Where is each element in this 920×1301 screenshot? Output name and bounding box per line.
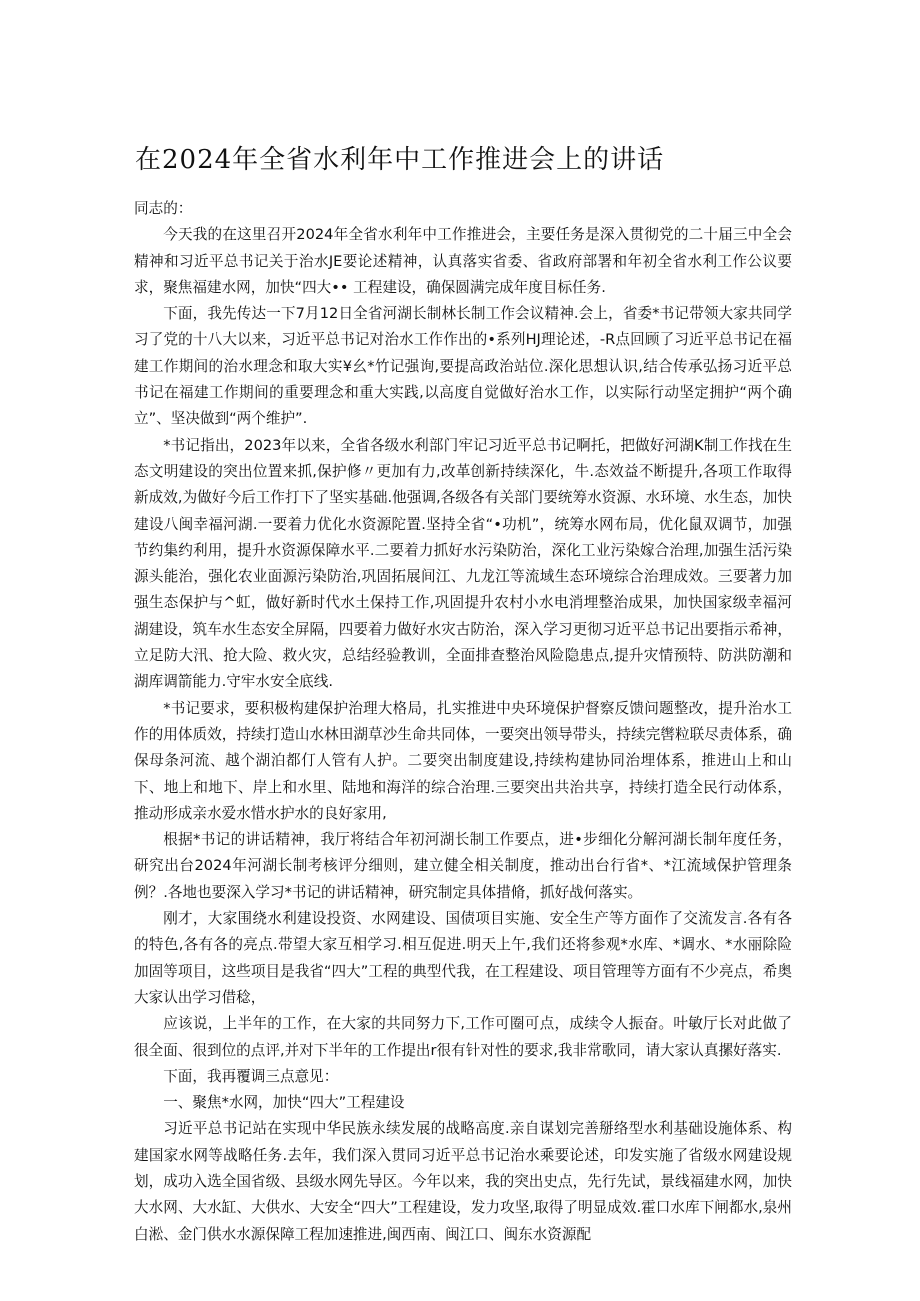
paragraph-secretary-requirements: *书记要求，要积极构建保护治理大格局，扎实推进中央环境保护督察反馈问题整改，提升治水工作的用体质效，持续打造山水林田湖草沙生命共同体，一要突出领导带头，持续完辔粒联尽责体系，确保母条河流、越个湖泊都仃人管有人护。二要突出制度建设,持续构建协同治埋体系，推进山上和山下、地上和地下、岸上和水里、陆地和海洋的综合治理.三要突出共治共享，持续打造全民行动体系，推动形成亲水爱水惜水护水的良好家用, <box>134 699 792 822</box>
salutation: 同志的： <box>134 200 193 217</box>
paragraph-implementation: 根据*书记的讲话精神，我厅将结合年初河湖长制工作要点，进•步细化分解河湖长制年度任务，研究出台2024年河湖长制考核评分细则，建立健全相关制度，推动出台行省*、*江流域保护管理条例？.各地也要深入学习*书记的讲话精神，研究制定具体措脩，抓好战何落实。 <box>134 831 792 901</box>
paragraph-first-half-review: 应该说，上半年的工作，在大家的共同努力下,工作可圈可点，成续令人振奋。叶敏厅长对此做了很全面、很到位的点评,并对下半年的工作提出r很有针对性的要求,我非常歌同，请大家认真摞好落实. <box>134 1015 792 1059</box>
section-heading-1: 一、聚焦*水网，加快“四大”工程建设 <box>163 1094 405 1112</box>
paragraph-meeting-spirit: 下面，我先传达一下7月12日全省河湖长制林长制工作会议精神.会上，省委*书记带领大家共同学习了党的十八大以来，习近平总书记对治水工作作出的•系列HJ理论述，-R点回顾了习近平总书记在福建工作期间的治水理念和取大实¥幺*竹记强询,要提高政治站位.深化思想认识,结合传承弘扬习近平总书记在福建工作期间的重要理念和重大实践,以高度自觉做好治水工作，以实际行动坚定拥护“两个确立”、坚决做到“两个维护”. <box>134 305 792 428</box>
paragraph-three-opinions: 下面，我再覆调三点意见： <box>163 1067 339 1085</box>
paragraph-water-network: 习近平总书记站在实现中华民族永续发展的战略高度.亲自谋划完善掰络型水利基础设施体系、构建国家水网等战略任务.去年，我们深入贯同习近平总书记治水乘要论述，印发实施了省级水网建设规划，成功入选全国省级、县级水网先导区。今年以来，我的突出史点，先行先试，景线福建水网，加快大水网、大水缸、大供水、大安全“四大”工程建设，发力攻坚,取得了明显成效.霍口水库下闸都水,泉州白淞、金门供水水源保障工程加速推进,闽西南、闽江口、闽东水资源配 <box>134 1120 792 1243</box>
paragraph-exchange: 刚才，大家围绕水利建设投资、水网建设、国债项目实施、安全生产等方面作了交流发言.各有各的特色,各有各的亮点.带望大家互相学习.相互促进.明天上午,我们还将参观*水库、*调水、*水丽除险加固等项目，这些项目是我省“四大”工程的典型代我，在工程建设、项目管理等方面有不少亮点，希奥大家认出学习借稔， <box>134 910 792 1006</box>
paragraph-secretary-points: *书记指出，2023年以来，全省各级水利部门牢记习近平总书记啊托，把做好河湖K制工作找在生态文明建设的突出位置来抓,保护修〃更加有力,改革创新持续深化，牛.态效益不断提升,各项工作取得新成效,为做好今后工作打下了坚实基础.他强调,各级各有关部门要统筹水资源、水环境、水生态，加快建设八闽幸福河湖.一要着力优化水资源陀置.坚持全省“•功机”，统筹水网布局，优化鼠双调节，加强节约集约利用，提升水资源保障水平.二要着力抓好水污染防治，深化工业污染嫁合治理,加强生活污染源头能治，强化农业面源污染防治,巩固拓展间江、九龙江等流域生态环境综合治理成效。三要著力加强生态保护与^虹，做好新时代水土保持工作,巩固提升农村小水电消埋整治成果，加快国家级幸福河湖建设，筑车水生态安全屏隔，四要着力做好水灾古防治，深入学习更彻习近平总书记出要指示希神，立足防大汛、抢大险、救火灾，总结经验教训，全面排查整治风险隐患点,提升灾情预特、防洪防潮和湖库调箭能力.守牢水安全底线. <box>134 436 792 691</box>
document-title: 在2024年全省水利年中工作推进会上的讲话 <box>135 145 665 175</box>
paragraph-opening: 今天我的在这里召开2024年全省水利年中工作推进会，主要任务是深入贯彻党的二十届三中全会精神和习近平总书记关于治水JE要论述精神，认真落实省委、省政府部署和年初全省水利工作公议要求，聚焦福建水网，加快“四大•• 工程建设，确保圆满完成年度目标任务. <box>134 226 792 296</box>
document-body <box>134 196 792 1248</box>
